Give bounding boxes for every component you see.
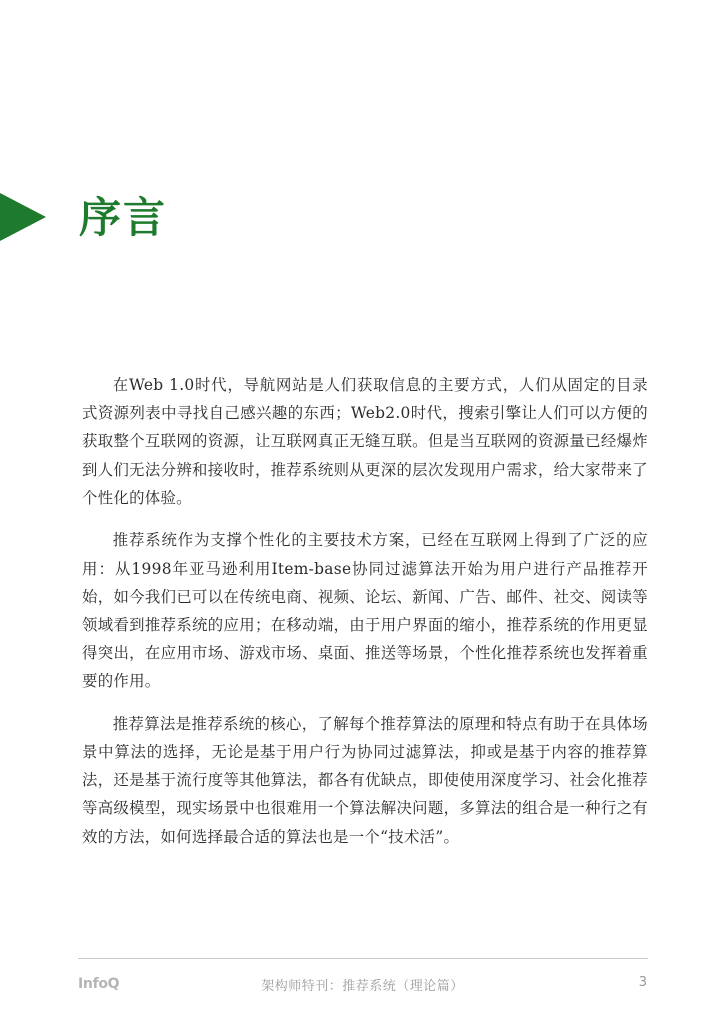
footer-divider xyxy=(78,958,648,959)
triangle-right-icon xyxy=(0,193,46,241)
infoq-logo: InfoQ xyxy=(78,976,120,992)
paragraph: 推荐系统作为支撑个性化的主要技术方案，已经在互联网上得到了广泛的应用：从1998年亚马逊利用Item-base协同过滤算法开始为用户进行产品推荐开始，如今我们已可以在传统电商、视频、论坛、新闻、广告、邮件、社交、阅读等领域看到推荐系统的应用；在移动端，由于用户界面的缩小，推荐系统的作用更显得突出，在应用市场、游戏市场、桌面、推送等场景，个性化推荐系统也发挥着重要的作用。 xyxy=(82,531,648,691)
paragraph: 在Web 1.0时代，导航网站是人们获取信息的主要方式，人们从固定的目录式资源列表中寻找自己感兴趣的东西；Web2.0时代，搜索引擎让人们可以方便的获取整个互联网的资源，让互联网真正无缝互联。但是当互联网的资源量已经爆炸到人们无法分辨和接收时，推荐系统则从更深的层次发现用户需求，给大家带来了个性化的体验。 xyxy=(82,376,648,507)
chapter-title: 序言 xyxy=(79,193,168,242)
paragraph: 推荐算法是推荐系统的核心，了解每个推荐算法的原理和特点有助于在具体场景中算法的选择，无论是基于用户行为协同过滤算法，抑或是基于内容的推荐算法，还是基于流行度等其他算法，都各有优缺点，即使使用深度学习、社会化推荐等高级模型，现实场景中也很难用一个算法解决问题，多算法的组合是一种行之有效的方法，如何选择最合适的算法也是一个“技术活”。 xyxy=(82,714,648,846)
page-number: 3 xyxy=(638,975,647,990)
body-text xyxy=(82,371,648,851)
footer-publication-title: 架构师特刊：推荐系统（理论篇） xyxy=(261,979,464,994)
